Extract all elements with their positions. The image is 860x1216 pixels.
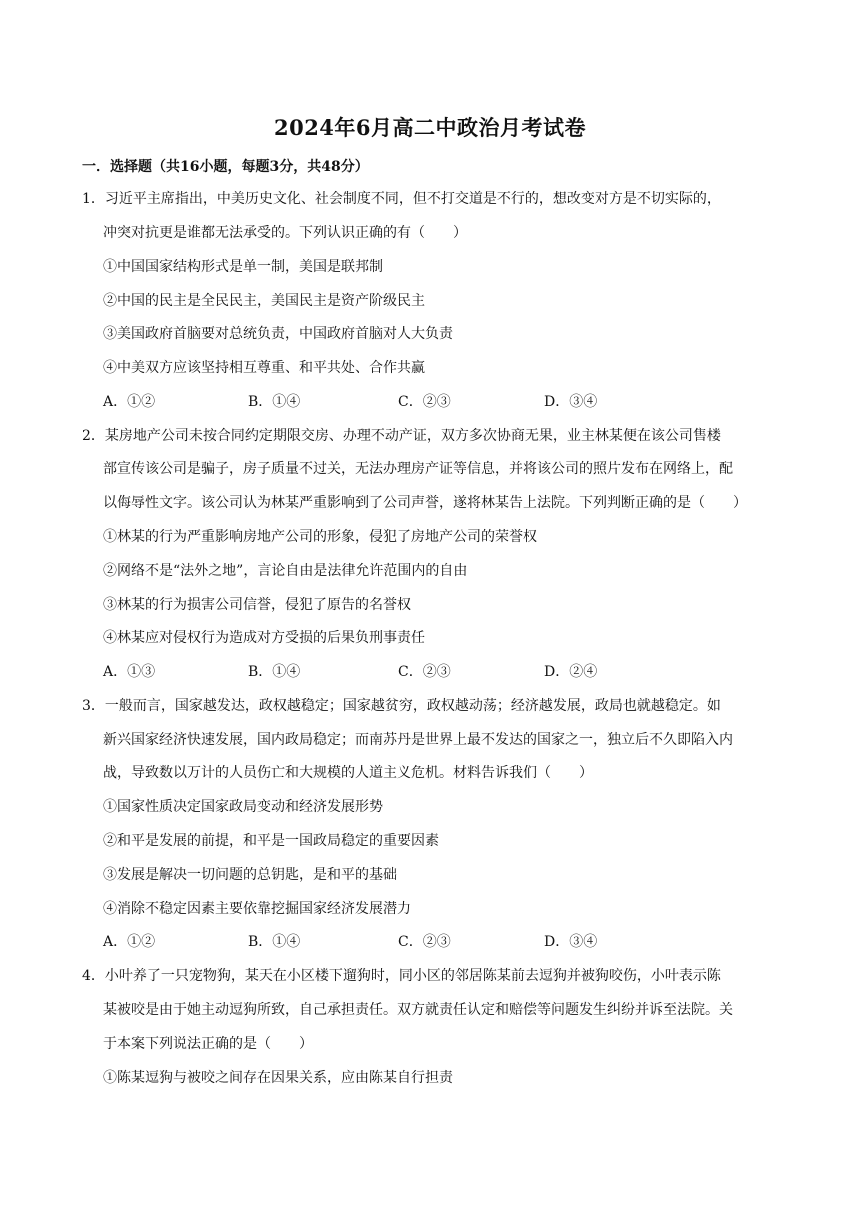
question-1-line-1: 1．习近平主席指出，中美历史文化、社会制度不同，但不打交道是不行的，想改变对方是不切实际的， (82, 191, 721, 207)
question-1-option-4: ④中美双方应该坚持相互尊重、和平共处、合作共赢 (103, 360, 425, 376)
question-3-choice-a: A．①② (103, 934, 156, 950)
question-3-option-1: ①国家性质决定国家政局变动和经济发展形势 (103, 799, 383, 815)
question-2-choice-d: D．②④ (544, 664, 598, 680)
question-4-option-1: ①陈某逗狗与被咬之间存在因果关系，应由陈某自行担责 (103, 1070, 453, 1086)
question-1-option-1: ①中国国家结构形式是单一制，美国是联邦制 (103, 259, 383, 275)
question-2-line-2: 部宣传该公司是骗子，房子质量不过关，无法办理房产证等信息，并将该公司的照片发布在网络上，配 (103, 461, 733, 477)
question-2-choice-b: B．①④ (248, 664, 301, 680)
question-3-choice-d: D．③④ (544, 934, 598, 950)
question-1-option-2: ②中国的民主是全民民主，美国民主是资产阶级民主 (103, 293, 425, 309)
question-2-line-1: 2．某房地产公司未按合同约定期限交房、办理不动产证，双方多次协商无果，业主林某便在该公司售楼 (82, 428, 721, 444)
question-3-line-1: 3．一般而言，国家越发达，政权越稳定；国家越贫穷，政权越动荡；经济越发展，政局也就越稳定。如 (82, 698, 721, 714)
question-3-line-3: 战，导致数以万计的人员伤亡和大规模的人道主义危机。材料告诉我们（ ） (103, 765, 593, 781)
question-2-choice-a: A．①③ (103, 664, 156, 680)
question-3-option-2: ②和平是发展的前提，和平是一国政局稳定的重要因素 (103, 833, 439, 849)
question-4-line-2: 某被咬是由于她主动逗狗所致，自己承担责任。双方就责任认定和赔偿等问题发生纠纷并诉至法院。关 (103, 1002, 733, 1018)
question-3-choice-b: B．①④ (248, 934, 301, 950)
question-1-choice-a: A．①② (103, 394, 156, 410)
section-heading: 一．选择题（共16小题，每题3分，共48分） (82, 159, 369, 175)
question-2-option-3: ③林某的行为损害公司信誉，侵犯了原告的名誉权 (103, 597, 411, 613)
question-1-choice-d: D．③④ (544, 394, 598, 410)
question-3-option-3: ③发展是解决一切问题的总钥匙，是和平的基础 (103, 867, 397, 883)
question-4-line-1: 4．小叶养了一只宠物狗，某天在小区楼下遛狗时，同小区的邻居陈某前去逗狗并被狗咬伤，小叶表示陈 (82, 968, 721, 984)
question-3-line-2: 新兴国家经济快速发展，国内政局稳定；而南苏丹是世界上最不发达的国家之一，独立后不久即陷入内 (103, 732, 733, 748)
question-2-choice-c: C．②③ (398, 664, 451, 680)
question-3-choice-c: C．②③ (398, 934, 451, 950)
question-2-option-1: ①林某的行为严重影响房地产公司的形象，侵犯了房地产公司的荣誉权 (103, 529, 537, 545)
question-1-option-3: ③美国政府首脑要对总统负责，中国政府首脑对人大负责 (103, 326, 453, 342)
question-1-choice-c: C．②③ (398, 394, 451, 410)
question-3-option-4: ④消除不稳定因素主要依靠挖掘国家经济发展潜力 (103, 901, 411, 917)
question-2-line-3: 以侮辱性文字。该公司认为林某严重影响到了公司声誉，遂将林某告上法院。下列判断正确的是（ ） (103, 495, 747, 511)
question-4-line-3: 于本案下列说法正确的是（ ） (103, 1036, 313, 1052)
question-2-option-2: ②网络不是“法外之地”，言论自由是法律允许范围内的自由 (103, 563, 468, 579)
exam-title: 2024年6月高二中政治月考试卷 (273, 115, 587, 140)
question-2-option-4: ④林某应对侵权行为造成对方受损的后果负刑事责任 (103, 630, 425, 646)
question-1-line-2: 冲突对抗更是谁都无法承受的。下列认识正确的有（ ） (103, 225, 467, 241)
question-1-choice-b: B．①④ (248, 394, 301, 410)
